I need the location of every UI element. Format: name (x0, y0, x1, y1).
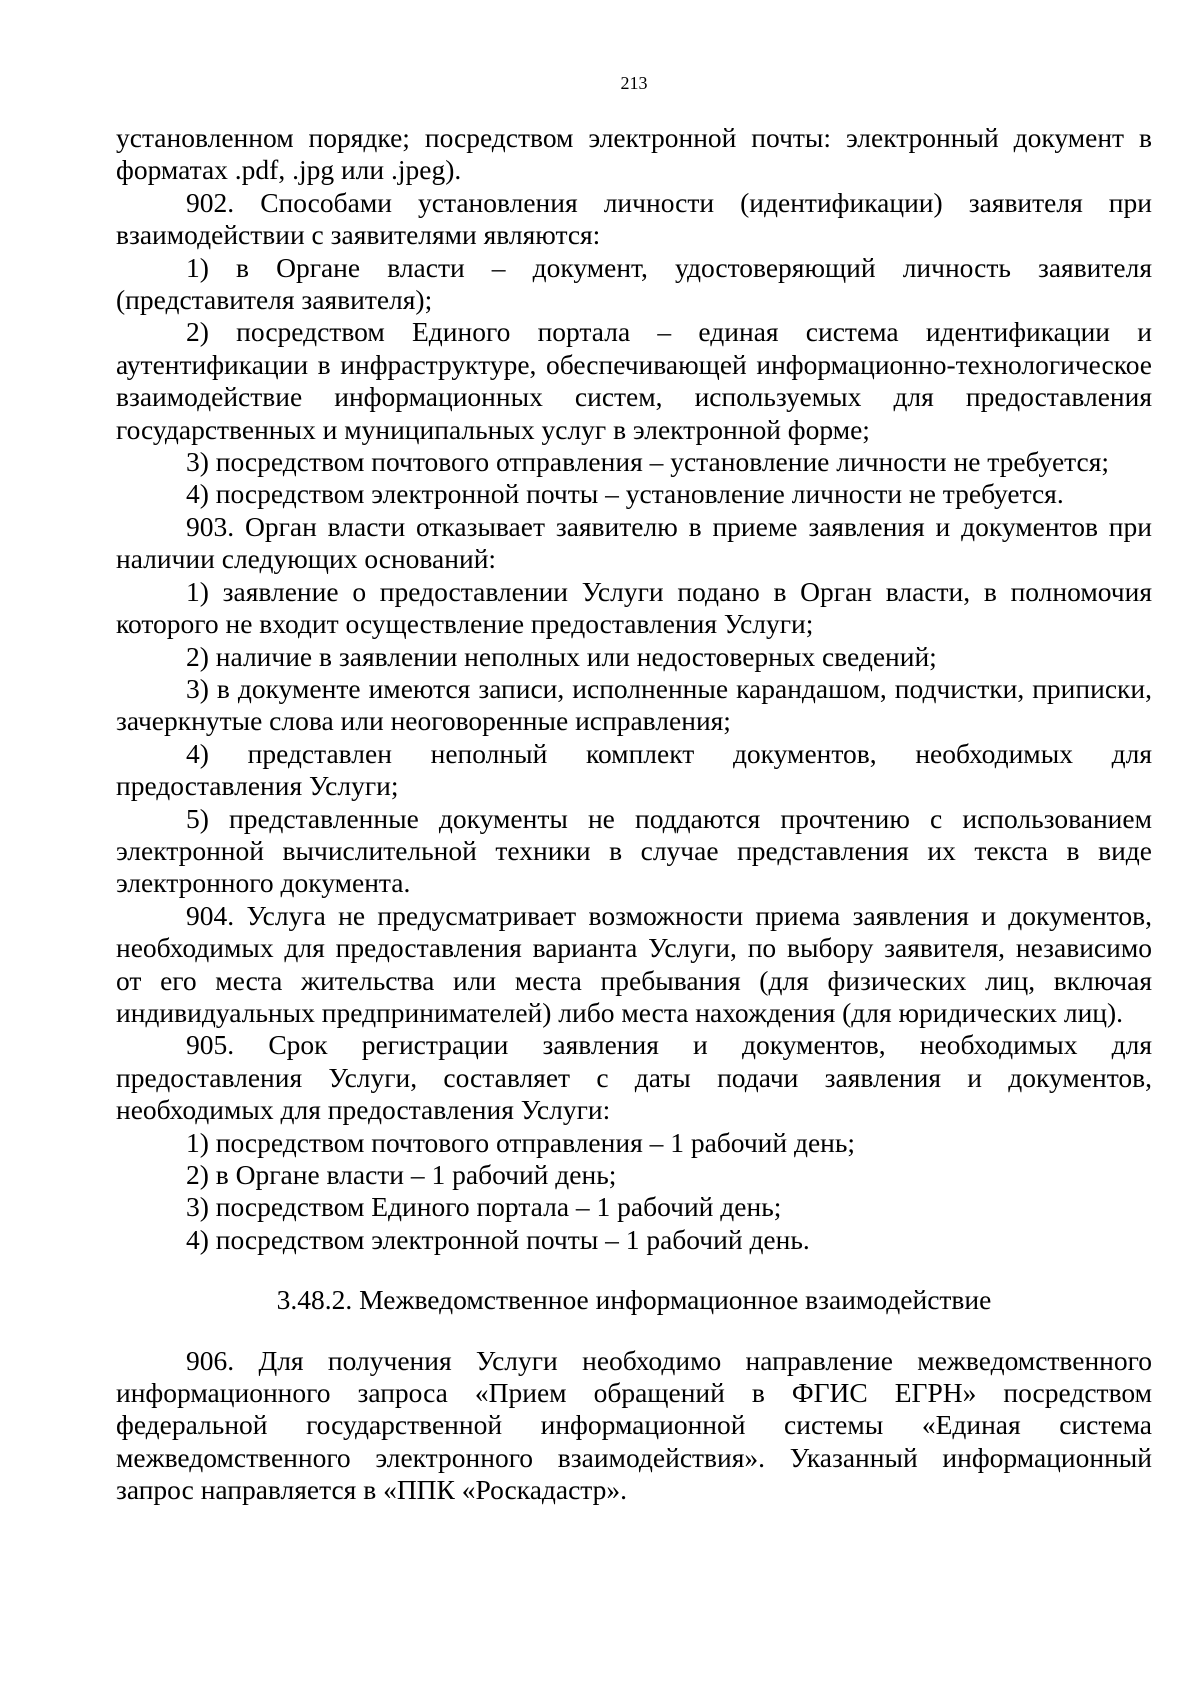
paragraph-906: 906. Для получения Услуги необходимо направление межведомственного информационного запроса «Прием обращений в ФГИС ЕГРН» посредством федеральной государственной информационной системы «Единая система межведомственного электронного взаимодействия». Указанный информационный запрос направляется в «ППК «Роскадастр». (116, 1344, 1152, 1506)
list-item-905-4: 4) посредством электронной почты – 1 рабочий день. (186, 1223, 810, 1255)
paragraph-903: 903. Орган власти отказывает заявителю в приеме заявления и документов при наличии следующих оснований: (116, 510, 1152, 575)
list-item-903-5: 5) представленные документы не поддаются прочтению с использованием электронной вычислительной техники в случае представления их текста в виде электронного документа. (116, 802, 1152, 899)
list-item-905-2: 2) в Органе власти – 1 рабочий день; (186, 1159, 617, 1190)
section-heading: 3.48.2. Межведомственное информационное взаимодействие (276, 1284, 992, 1316)
list-item-905-1: 1) посредством почтового отправления – 1 рабочий день; (186, 1126, 856, 1158)
list-item-903-2: 2) наличие в заявлении неполных или недостоверных сведений; (186, 640, 937, 672)
document-body (116, 122, 1152, 1507)
paragraph-continuation: установленном порядке; посредством электронной почты: электронный документ в форматах .pdf, .jpg или .jpeg). (116, 122, 1152, 186)
paragraph-904: 904. Услуга не предусматривает возможности приема заявления и документов, необходимых для предоставления варианта Услуги, по выбору заявителя, независимо от его места жительства или места пребывания (для физических лиц, включая индивидуальных предпринимателей) либо места нахождения (для юридических лиц). (116, 899, 1152, 1028)
page-number: 213 (620, 73, 648, 93)
list-item-905-3: 3) посредством Единого портала – 1 рабочий день; (186, 1191, 782, 1223)
list-item-903-4: 4) представлен неполный комплект документов, необходимых для предоставления Услуги; (116, 737, 1152, 802)
paragraph-902: 902. Способами установления личности (идентификации) заявителя при взаимодействии с заявителями являются: (116, 186, 1152, 251)
list-item-902-4: 4) посредством электронной почты – установление личности не требуется. (186, 478, 1064, 510)
list-item-902-3: 3) посредством почтового отправления – установление личности не требуется; (186, 446, 1109, 478)
list-item-903-3: 3) в документе имеются записи, исполненные карандашом, подчистки, приписки, зачеркнутые слова или неоговоренные исправления; (116, 672, 1152, 737)
list-item-902-2: 2) посредством Единого портала – единая система идентификации и аутентификации в инфраструктуре, обеспечивающей информационно-технологическое взаимодействие информационных систем, используемых для предоставления государственных и муниципальных услуг в электронной форме; (116, 316, 1152, 445)
list-item-902-1: 1) в Органе власти – документ, удостоверяющий личность заявителя (представителя заявителя); (116, 251, 1152, 316)
list-item-903-1: 1) заявление о предоставлении Услуги подано в Орган власти, в полномочия которого не входит осуществление предоставления Услуги; (116, 575, 1152, 640)
paragraph-905: 905. Срок регистрации заявления и документов, необходимых для предоставления Услуги, составляет с даты подачи заявления и документов, необходимых для предоставления Услуги: (116, 1029, 1152, 1126)
